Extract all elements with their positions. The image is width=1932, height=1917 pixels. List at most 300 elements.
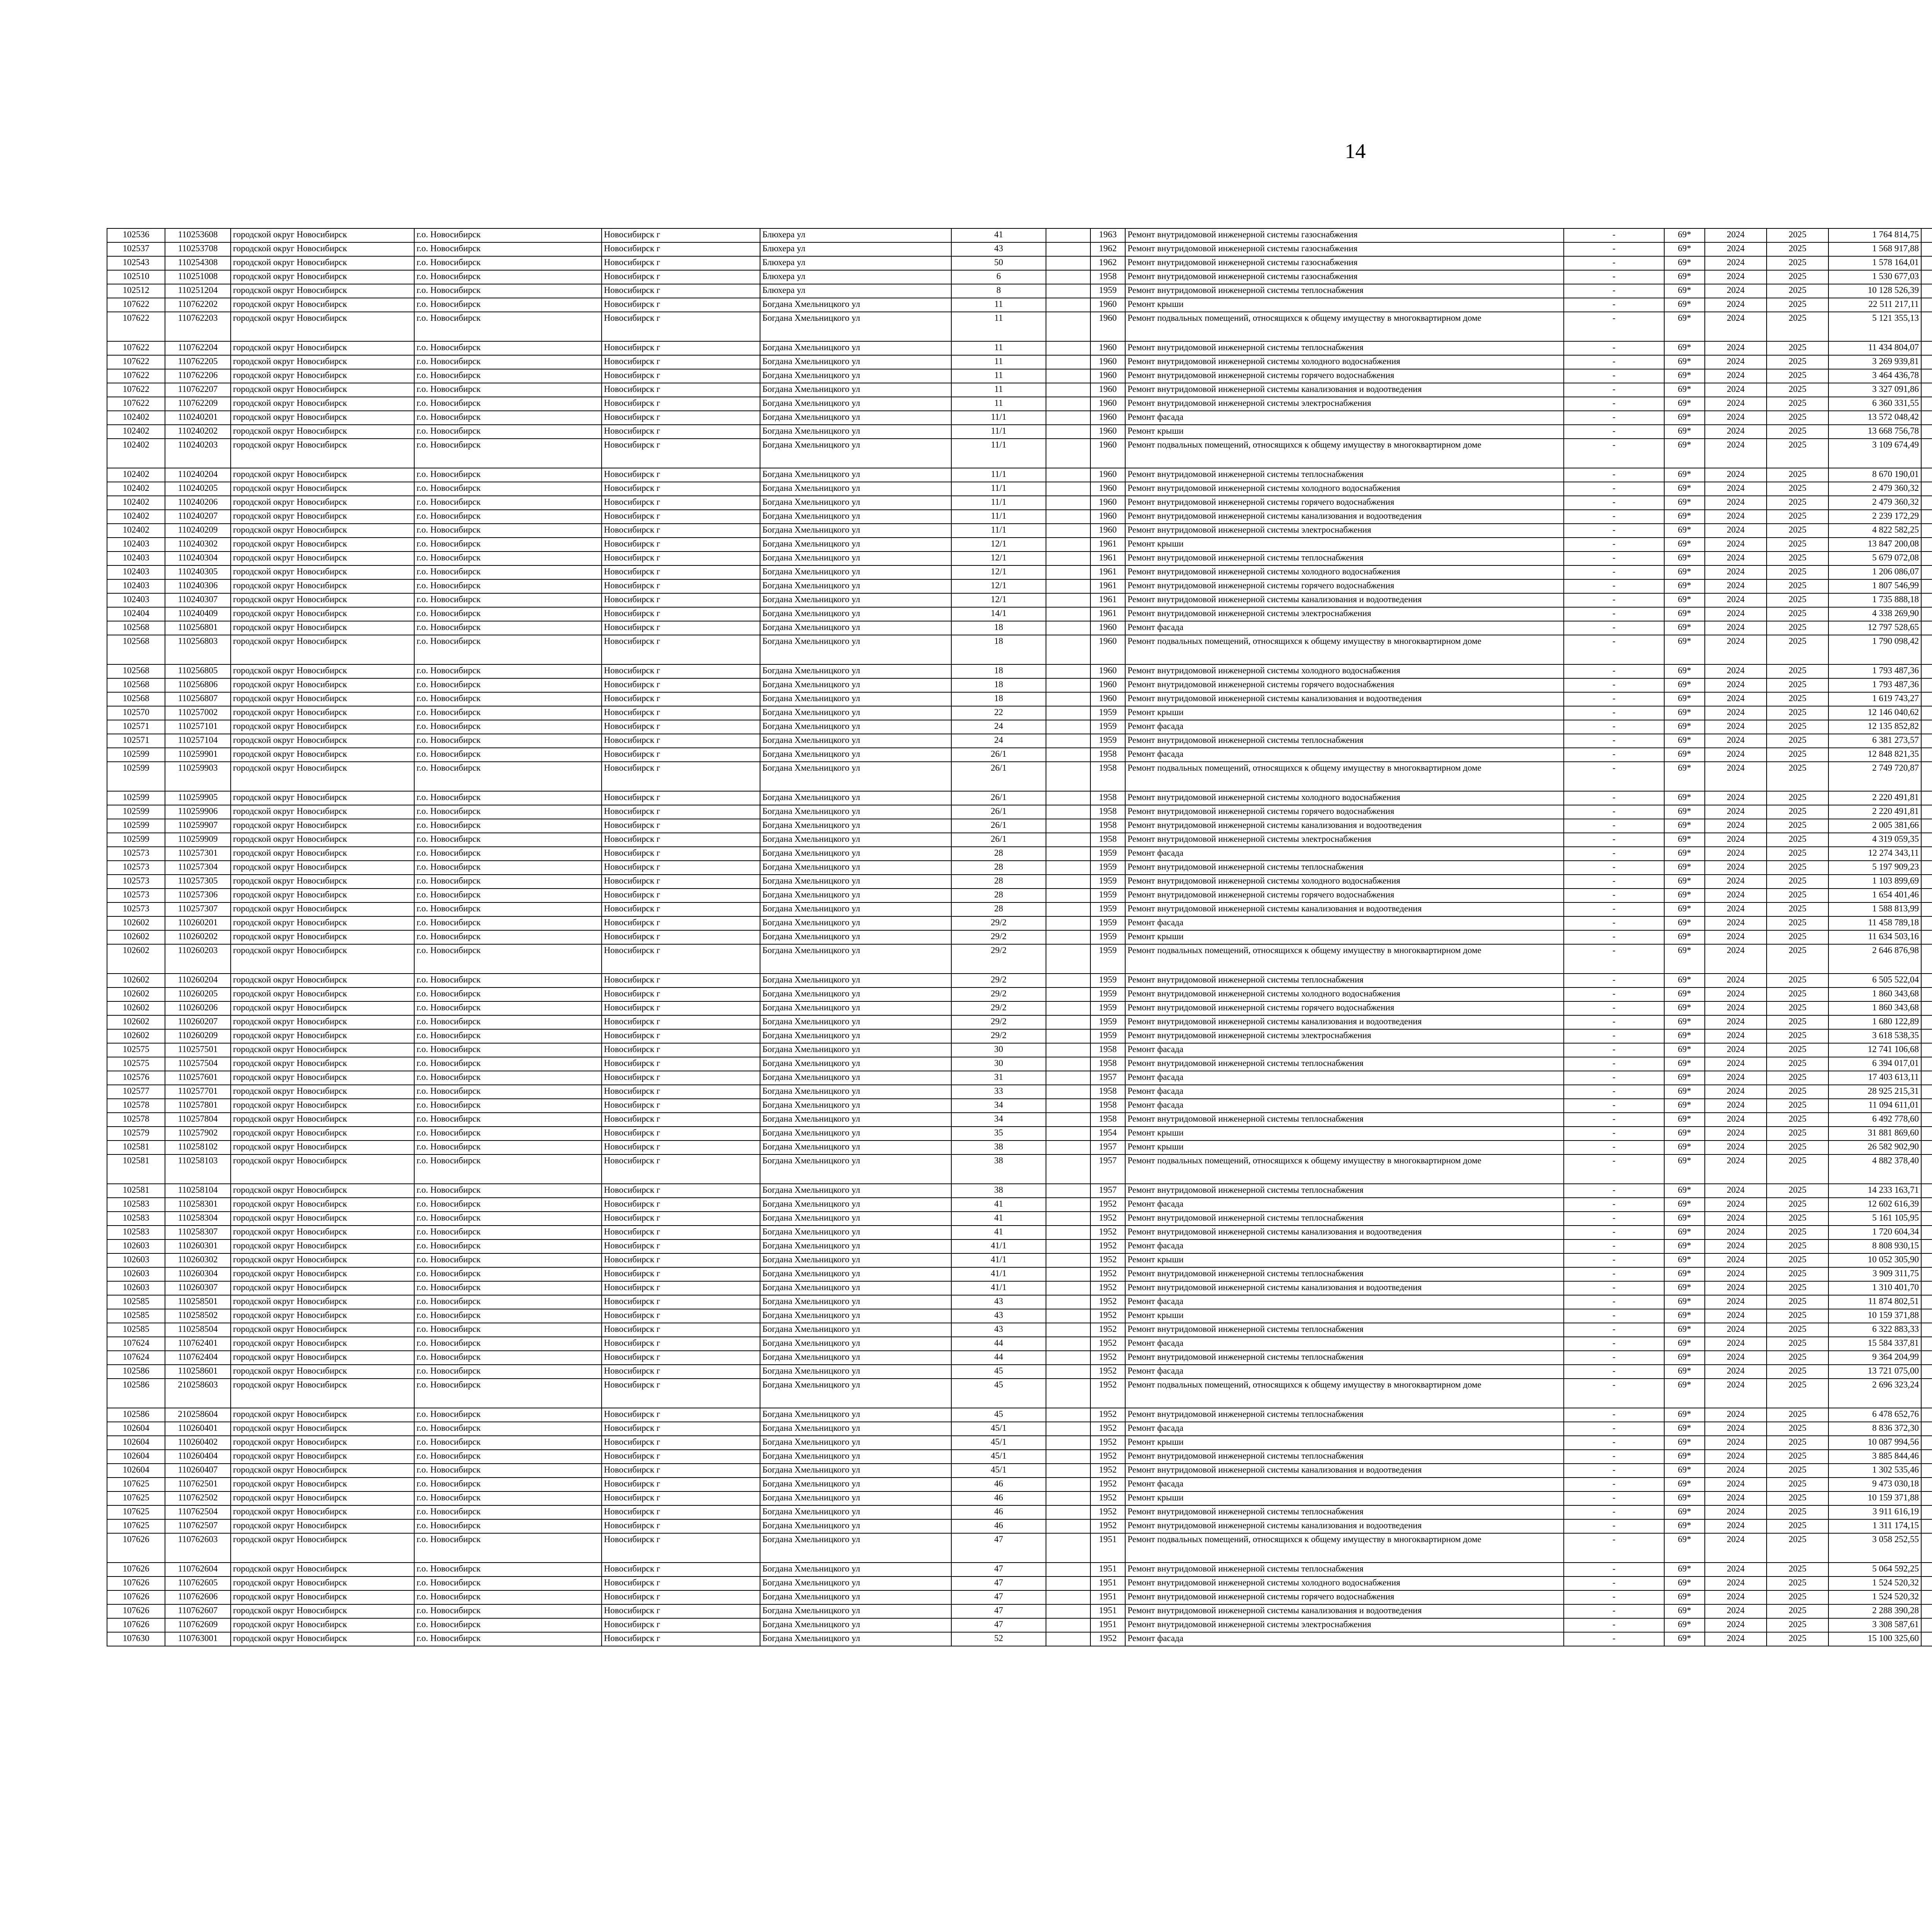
cell-settlement: г.о. Новосибирск — [414, 1113, 602, 1127]
cell-year-built: 1952 — [1090, 1491, 1125, 1505]
cell-work-unit: - — [1564, 284, 1664, 298]
table-row — [107, 916, 1932, 930]
cell-work-volume: 69* — [1664, 1323, 1705, 1337]
cell-building — [1046, 607, 1090, 621]
cell-building — [1046, 1267, 1090, 1281]
cell-work-id: 110259905 — [165, 791, 231, 805]
cell-work-type: Ремонт внутридомовой инженерной системы горячего водоснабжения — [1125, 496, 1564, 510]
cell-municipal-district: городской округ Новосибирск — [231, 242, 414, 256]
cell-house-number: 12/1 — [951, 538, 1046, 552]
cell-work-unit: - — [1564, 1198, 1664, 1212]
cell-work-unit: - — [1564, 1281, 1664, 1295]
cell-plan-year-start: 2024 — [1705, 1323, 1767, 1337]
cell-work-unit: - — [1564, 1365, 1664, 1379]
cell-locality: Новосибирск г — [602, 635, 760, 664]
cell-settlement: г.о. Новосибирск — [414, 1253, 602, 1267]
cell-settlement: г.о. Новосибирск — [414, 1408, 602, 1422]
cell-house-id: 102603 — [107, 1253, 165, 1267]
cell-plan-year-end: 2025 — [1767, 819, 1828, 833]
cell-settlement: г.о. Новосибирск — [414, 1198, 602, 1212]
cell-settlement: г.о. Новосибирск — [414, 1281, 602, 1295]
cell-total-cost: 3 308 587,61 — [1828, 1618, 1921, 1632]
cell-house-number: 45/1 — [951, 1436, 1046, 1450]
cell-fund-cost — [1921, 748, 1932, 762]
cell-house-id: 102402 — [107, 468, 165, 482]
cell-settlement: г.о. Новосибирск — [414, 678, 602, 692]
cell-total-cost: 1 310 401,70 — [1828, 1281, 1921, 1295]
cell-fund-cost — [1921, 482, 1932, 496]
cell-locality: Новосибирск г — [602, 720, 760, 734]
cell-plan-year-start: 2024 — [1705, 312, 1767, 341]
cell-work-id: 110257304 — [165, 861, 231, 875]
cell-work-id: 110240307 — [165, 593, 231, 607]
cell-settlement: г.о. Новосибирск — [414, 256, 602, 270]
cell-settlement: г.о. Новосибирск — [414, 1365, 602, 1379]
cell-total-cost: 6 492 778,60 — [1828, 1113, 1921, 1127]
cell-plan-year-start: 2024 — [1705, 1113, 1767, 1127]
cell-settlement: г.о. Новосибирск — [414, 974, 602, 987]
cell-street: Богдана Хмельницкого ул — [760, 1379, 951, 1408]
cell-settlement: г.о. Новосибирск — [414, 692, 602, 706]
cell-work-type: Ремонт внутридомовой инженерной системы электроснабжения — [1125, 1029, 1564, 1043]
table-row — [107, 579, 1932, 593]
table-row — [107, 1043, 1932, 1057]
cell-plan-year-start: 2024 — [1705, 510, 1767, 524]
cell-work-unit: - — [1564, 916, 1664, 930]
cell-house-number: 45/1 — [951, 1450, 1046, 1464]
cell-house-number: 26/1 — [951, 819, 1046, 833]
cell-building — [1046, 1141, 1090, 1154]
cell-work-id: 110762504 — [165, 1505, 231, 1519]
cell-total-cost: 1 578 164,01 — [1828, 256, 1921, 270]
cell-work-volume: 69* — [1664, 692, 1705, 706]
cell-municipal-district: городской округ Новосибирск — [231, 1533, 414, 1563]
cell-municipal-district: городской округ Новосибирск — [231, 1057, 414, 1071]
cell-total-cost: 1 654 401,46 — [1828, 889, 1921, 902]
cell-settlement: г.о. Новосибирск — [414, 411, 602, 425]
cell-work-unit: - — [1564, 1295, 1664, 1309]
cell-work-id: 110254308 — [165, 256, 231, 270]
cell-fund-cost — [1921, 565, 1932, 579]
table-row — [107, 706, 1932, 720]
cell-plan-year-end: 2025 — [1767, 1563, 1828, 1577]
cell-settlement: г.о. Новосибирск — [414, 579, 602, 593]
cell-building — [1046, 819, 1090, 833]
cell-building — [1046, 355, 1090, 369]
cell-work-volume: 69* — [1664, 664, 1705, 678]
cell-total-cost: 14 233 163,71 — [1828, 1184, 1921, 1198]
cell-plan-year-end: 2025 — [1767, 621, 1828, 635]
table-row — [107, 593, 1932, 607]
cell-house-id: 102581 — [107, 1154, 165, 1184]
cell-plan-year-end: 2025 — [1767, 1323, 1828, 1337]
cell-house-id: 102568 — [107, 635, 165, 664]
table-row — [107, 847, 1932, 861]
cell-locality: Новосибирск г — [602, 565, 760, 579]
table-row — [107, 298, 1932, 312]
cell-locality: Новосибирск г — [602, 593, 760, 607]
cell-total-cost: 3 464 436,78 — [1828, 369, 1921, 383]
cell-municipal-district: городской округ Новосибирск — [231, 861, 414, 875]
cell-year-built: 1960 — [1090, 692, 1125, 706]
cell-building — [1046, 242, 1090, 256]
cell-building — [1046, 1071, 1090, 1085]
cell-work-volume: 69* — [1664, 762, 1705, 791]
cell-municipal-district: городской округ Новосибирск — [231, 1379, 414, 1408]
cell-year-built: 1952 — [1090, 1267, 1125, 1281]
cell-work-type: Ремонт подвальных помещений, относящихся к общему имуществу в многоквартирном доме — [1125, 944, 1564, 974]
cell-settlement: г.о. Новосибирск — [414, 987, 602, 1001]
cell-street: Богдана Хмельницкого ул — [760, 1226, 951, 1239]
cell-building — [1046, 1113, 1090, 1127]
cell-house-id: 107624 — [107, 1351, 165, 1365]
cell-street: Богдана Хмельницкого ул — [760, 565, 951, 579]
cell-plan-year-end: 2025 — [1767, 538, 1828, 552]
cell-work-id: 110257701 — [165, 1085, 231, 1099]
cell-building — [1046, 1029, 1090, 1043]
cell-work-unit: - — [1564, 341, 1664, 355]
table-row — [107, 1057, 1932, 1071]
cell-building — [1046, 847, 1090, 861]
cell-work-volume: 69* — [1664, 1505, 1705, 1519]
cell-work-type: Ремонт крыши — [1125, 1141, 1564, 1154]
table-row — [107, 1323, 1932, 1337]
cell-house-id: 102403 — [107, 538, 165, 552]
cell-municipal-district: городской округ Новосибирск — [231, 1295, 414, 1309]
cell-work-type: Ремонт внутридомовой инженерной системы горячего водоснабжения — [1125, 1590, 1564, 1604]
cell-work-id: 110763001 — [165, 1632, 231, 1646]
cell-work-unit: - — [1564, 524, 1664, 538]
cell-work-type: Ремонт внутридомовой инженерной системы газоснабжения — [1125, 270, 1564, 284]
cell-plan-year-start: 2024 — [1705, 1351, 1767, 1365]
cell-house-id: 102568 — [107, 621, 165, 635]
cell-year-built: 1960 — [1090, 355, 1125, 369]
table-row — [107, 1436, 1932, 1450]
cell-municipal-district: городской округ Новосибирск — [231, 1577, 414, 1590]
cell-municipal-district: городской округ Новосибирск — [231, 791, 414, 805]
cell-work-id: 110762401 — [165, 1337, 231, 1351]
cell-house-number: 41 — [951, 1212, 1046, 1226]
table-row — [107, 468, 1932, 482]
cell-year-built: 1959 — [1090, 875, 1125, 889]
cell-house-number: 35 — [951, 1127, 1046, 1141]
cell-settlement: г.о. Новосибирск — [414, 916, 602, 930]
cell-plan-year-end: 2025 — [1767, 1085, 1828, 1099]
cell-house-number: 12/1 — [951, 565, 1046, 579]
cell-work-unit: - — [1564, 791, 1664, 805]
cell-total-cost: 2 479 360,32 — [1828, 496, 1921, 510]
cell-house-id: 102602 — [107, 930, 165, 944]
cell-street: Богдана Хмельницкого ул — [760, 706, 951, 720]
cell-house-number: 45 — [951, 1379, 1046, 1408]
cell-municipal-district: городской округ Новосибирск — [231, 1198, 414, 1212]
cell-locality: Новосибирск г — [602, 875, 760, 889]
cell-work-type: Ремонт подвальных помещений, относящихся к общему имуществу в многоквартирном доме — [1125, 762, 1564, 791]
cell-house-number: 41/1 — [951, 1267, 1046, 1281]
cell-work-volume: 69* — [1664, 524, 1705, 538]
cell-work-type: Ремонт внутридомовой инженерной системы электроснабжения — [1125, 397, 1564, 411]
cell-locality: Новосибирск г — [602, 1365, 760, 1379]
cell-settlement: г.о. Новосибирск — [414, 1379, 602, 1408]
cell-work-volume: 69* — [1664, 1071, 1705, 1085]
cell-house-number: 47 — [951, 1590, 1046, 1604]
cell-work-id: 110257306 — [165, 889, 231, 902]
cell-municipal-district: городской округ Новосибирск — [231, 762, 414, 791]
cell-plan-year-end: 2025 — [1767, 902, 1828, 916]
cell-settlement: г.о. Новосибирск — [414, 1533, 602, 1563]
cell-work-volume: 69* — [1664, 1295, 1705, 1309]
cell-house-number: 11 — [951, 341, 1046, 355]
cell-house-number: 44 — [951, 1337, 1046, 1351]
cell-work-id: 210258604 — [165, 1408, 231, 1422]
cell-street: Богдана Хмельницкого ул — [760, 1632, 951, 1646]
cell-total-cost: 13 847 200,08 — [1828, 538, 1921, 552]
cell-work-volume: 69* — [1664, 1422, 1705, 1436]
cell-total-cost: 15 584 337,81 — [1828, 1337, 1921, 1351]
cell-locality: Новосибирск г — [602, 1351, 760, 1365]
cell-work-unit: - — [1564, 369, 1664, 383]
cell-plan-year-end: 2025 — [1767, 987, 1828, 1001]
cell-house-id: 102576 — [107, 1071, 165, 1085]
cell-plan-year-end: 2025 — [1767, 1632, 1828, 1646]
table-row — [107, 312, 1932, 341]
cell-house-id: 102604 — [107, 1450, 165, 1464]
cell-municipal-district: городской округ Новосибирск — [231, 902, 414, 916]
cell-municipal-district: городской округ Новосибирск — [231, 411, 414, 425]
cell-fund-cost — [1921, 1141, 1932, 1154]
cell-plan-year-end: 2025 — [1767, 974, 1828, 987]
cell-fund-cost — [1921, 284, 1932, 298]
cell-work-id: 110251008 — [165, 270, 231, 284]
cell-work-unit: - — [1564, 468, 1664, 482]
cell-total-cost: 12 602 616,39 — [1828, 1198, 1921, 1212]
cell-year-built: 1951 — [1090, 1604, 1125, 1618]
cell-total-cost: 6 322 883,33 — [1828, 1323, 1921, 1337]
cell-locality: Новосибирск г — [602, 1015, 760, 1029]
cell-total-cost: 1 860 343,68 — [1828, 1001, 1921, 1015]
cell-total-cost: 1 680 122,89 — [1828, 1015, 1921, 1029]
cell-work-unit: - — [1564, 355, 1664, 369]
cell-house-id: 102403 — [107, 552, 165, 565]
cell-locality: Новосибирск г — [602, 482, 760, 496]
cell-house-id: 102579 — [107, 1127, 165, 1141]
cell-municipal-district: городской округ Новосибирск — [231, 1253, 414, 1267]
cell-year-built: 1958 — [1090, 805, 1125, 819]
cell-work-id: 110260307 — [165, 1281, 231, 1295]
cell-house-id: 102510 — [107, 270, 165, 284]
cell-locality: Новосибирск г — [602, 1043, 760, 1057]
cell-street: Богдана Хмельницкого ул — [760, 861, 951, 875]
cell-work-volume: 69* — [1664, 579, 1705, 593]
cell-year-built: 1960 — [1090, 369, 1125, 383]
cell-building — [1046, 1450, 1090, 1464]
cell-work-unit: - — [1564, 579, 1664, 593]
cell-house-number: 11/1 — [951, 482, 1046, 496]
cell-work-type: Ремонт внутридомовой инженерной системы электроснабжения — [1125, 607, 1564, 621]
cell-year-built: 1952 — [1090, 1309, 1125, 1323]
cell-work-volume: 69* — [1664, 1464, 1705, 1478]
cell-plan-year-end: 2025 — [1767, 1533, 1828, 1563]
cell-work-type: Ремонт внутридомовой инженерной системы горячего водоснабжения — [1125, 805, 1564, 819]
cell-work-unit: - — [1564, 1337, 1664, 1351]
cell-fund-cost — [1921, 902, 1932, 916]
cell-house-id: 102599 — [107, 791, 165, 805]
cell-work-volume: 69* — [1664, 930, 1705, 944]
cell-year-built: 1960 — [1090, 468, 1125, 482]
cell-year-built: 1958 — [1090, 748, 1125, 762]
cell-house-number: 18 — [951, 635, 1046, 664]
cell-plan-year-end: 2025 — [1767, 607, 1828, 621]
cell-total-cost: 8 836 372,30 — [1828, 1422, 1921, 1436]
cell-plan-year-start: 2024 — [1705, 1043, 1767, 1057]
cell-plan-year-start: 2024 — [1705, 1099, 1767, 1113]
cell-year-built: 1959 — [1090, 1015, 1125, 1029]
cell-work-unit: - — [1564, 621, 1664, 635]
cell-total-cost: 5 197 909,23 — [1828, 861, 1921, 875]
cell-work-id: 110257305 — [165, 875, 231, 889]
cell-total-cost: 12 741 106,68 — [1828, 1043, 1921, 1057]
cell-total-cost: 3 911 616,19 — [1828, 1505, 1921, 1519]
cell-house-id: 107626 — [107, 1533, 165, 1563]
cell-plan-year-start: 2024 — [1705, 1422, 1767, 1436]
cell-street: Богдана Хмельницкого ул — [760, 1267, 951, 1281]
cell-work-unit: - — [1564, 1604, 1664, 1618]
cell-work-id: 110256803 — [165, 635, 231, 664]
cell-house-id: 102602 — [107, 916, 165, 930]
cell-municipal-district: городской округ Новосибирск — [231, 678, 414, 692]
cell-work-unit: - — [1564, 1618, 1664, 1632]
cell-work-volume: 69* — [1664, 1267, 1705, 1281]
cell-building — [1046, 621, 1090, 635]
cell-fund-cost — [1921, 706, 1932, 720]
cell-total-cost: 3 109 674,49 — [1828, 439, 1921, 468]
cell-work-id: 110762607 — [165, 1604, 231, 1618]
cell-work-volume: 69* — [1664, 944, 1705, 974]
cell-work-id: 110762604 — [165, 1563, 231, 1577]
cell-year-built: 1958 — [1090, 270, 1125, 284]
cell-house-number: 41/1 — [951, 1239, 1046, 1253]
cell-settlement: г.о. Новосибирск — [414, 1337, 602, 1351]
cell-plan-year-end: 2025 — [1767, 791, 1828, 805]
cell-work-type: Ремонт внутридомовой инженерной системы теплоснабжения — [1125, 1450, 1564, 1464]
cell-total-cost: 4 882 378,40 — [1828, 1154, 1921, 1184]
cell-municipal-district: городской округ Новосибирск — [231, 1632, 414, 1646]
cell-work-type: Ремонт внутридомовой инженерной системы газоснабжения — [1125, 256, 1564, 270]
cell-settlement: г.о. Новосибирск — [414, 228, 602, 242]
table-row — [107, 242, 1932, 256]
cell-year-built: 1960 — [1090, 383, 1125, 397]
cell-house-number: 44 — [951, 1351, 1046, 1365]
cell-street: Богдана Хмельницкого ул — [760, 762, 951, 791]
cell-municipal-district: городской округ Новосибирск — [231, 833, 414, 847]
cell-total-cost: 3 327 091,86 — [1828, 383, 1921, 397]
cell-street: Богдана Хмельницкого ул — [760, 1253, 951, 1267]
cell-work-type: Ремонт внутридомовой инженерной системы канализования и водоотведения — [1125, 593, 1564, 607]
table-row — [107, 1226, 1932, 1239]
cell-street: Богдана Хмельницкого ул — [760, 510, 951, 524]
cell-locality: Новосибирск г — [602, 664, 760, 678]
cell-total-cost: 11 434 804,07 — [1828, 341, 1921, 355]
cell-fund-cost — [1921, 552, 1932, 565]
cell-fund-cost — [1921, 538, 1932, 552]
cell-street: Богдана Хмельницкого ул — [760, 1365, 951, 1379]
cell-street: Богдана Хмельницкого ул — [760, 1198, 951, 1212]
cell-municipal-district: городской округ Новосибирск — [231, 1267, 414, 1281]
cell-work-volume: 69* — [1664, 1184, 1705, 1198]
cell-work-volume: 69* — [1664, 510, 1705, 524]
table-row — [107, 1491, 1932, 1505]
cell-building — [1046, 593, 1090, 607]
cell-total-cost: 9 473 030,18 — [1828, 1478, 1921, 1491]
cell-house-number: 41 — [951, 228, 1046, 242]
cell-total-cost: 1 524 520,32 — [1828, 1577, 1921, 1590]
cell-house-id: 102599 — [107, 833, 165, 847]
cell-municipal-district: городской округ Новосибирск — [231, 1154, 414, 1184]
cell-work-id: 110258304 — [165, 1212, 231, 1226]
table-row — [107, 1295, 1932, 1309]
cell-street: Богдана Хмельницкого ул — [760, 369, 951, 383]
cell-work-volume: 69* — [1664, 482, 1705, 496]
cell-building — [1046, 1632, 1090, 1646]
cell-street: Богдана Хмельницкого ул — [760, 889, 951, 902]
cell-work-unit: - — [1564, 930, 1664, 944]
cell-plan-year-start: 2024 — [1705, 1604, 1767, 1618]
cell-work-volume: 69* — [1664, 706, 1705, 720]
cell-plan-year-end: 2025 — [1767, 270, 1828, 284]
cell-total-cost: 1 311 174,15 — [1828, 1519, 1921, 1533]
cell-house-number: 28 — [951, 902, 1046, 916]
cell-street: Богдана Хмельницкого ул — [760, 1281, 951, 1295]
cell-work-type: Ремонт фасада — [1125, 1365, 1564, 1379]
cell-fund-cost — [1921, 593, 1932, 607]
cell-plan-year-start: 2024 — [1705, 341, 1767, 355]
cell-street: Богдана Хмельницкого ул — [760, 635, 951, 664]
cell-work-volume: 69* — [1664, 1604, 1705, 1618]
cell-locality: Новосибирск г — [602, 1436, 760, 1450]
cell-work-id: 110260301 — [165, 1239, 231, 1253]
cell-building — [1046, 425, 1090, 439]
cell-house-number: 46 — [951, 1491, 1046, 1505]
cell-street: Богдана Хмельницкого ул — [760, 1057, 951, 1071]
cell-year-built: 1960 — [1090, 439, 1125, 468]
cell-house-id: 102402 — [107, 496, 165, 510]
cell-work-type: Ремонт внутридомовой инженерной системы горячего водоснабжения — [1125, 678, 1564, 692]
cell-plan-year-start: 2024 — [1705, 1253, 1767, 1267]
cell-year-built: 1957 — [1090, 1071, 1125, 1085]
cell-street: Богдана Хмельницкого ул — [760, 974, 951, 987]
cell-plan-year-end: 2025 — [1767, 552, 1828, 565]
cell-year-built: 1957 — [1090, 1154, 1125, 1184]
cell-plan-year-start: 2024 — [1705, 833, 1767, 847]
cell-year-built: 1952 — [1090, 1436, 1125, 1450]
cell-fund-cost — [1921, 1563, 1932, 1577]
cell-locality: Новосибирск г — [602, 1519, 760, 1533]
cell-house-number: 28 — [951, 847, 1046, 861]
cell-work-type: Ремонт крыши — [1125, 1253, 1564, 1267]
cell-settlement: г.о. Новосибирск — [414, 1085, 602, 1099]
cell-street: Блюхера ул — [760, 242, 951, 256]
cell-municipal-district: городской округ Новосибирск — [231, 1505, 414, 1519]
cell-street: Богдана Хмельницкого ул — [760, 1563, 951, 1577]
cell-year-built: 1952 — [1090, 1464, 1125, 1478]
cell-work-unit: - — [1564, 1057, 1664, 1071]
cell-work-volume: 69* — [1664, 1281, 1705, 1295]
cell-street: Богдана Хмельницкого ул — [760, 411, 951, 425]
cell-work-type: Ремонт внутридомовой инженерной системы теплоснабжения — [1125, 734, 1564, 748]
cell-street: Богдана Хмельницкого ул — [760, 1604, 951, 1618]
cell-plan-year-start: 2024 — [1705, 1365, 1767, 1379]
cell-plan-year-end: 2025 — [1767, 1113, 1828, 1127]
